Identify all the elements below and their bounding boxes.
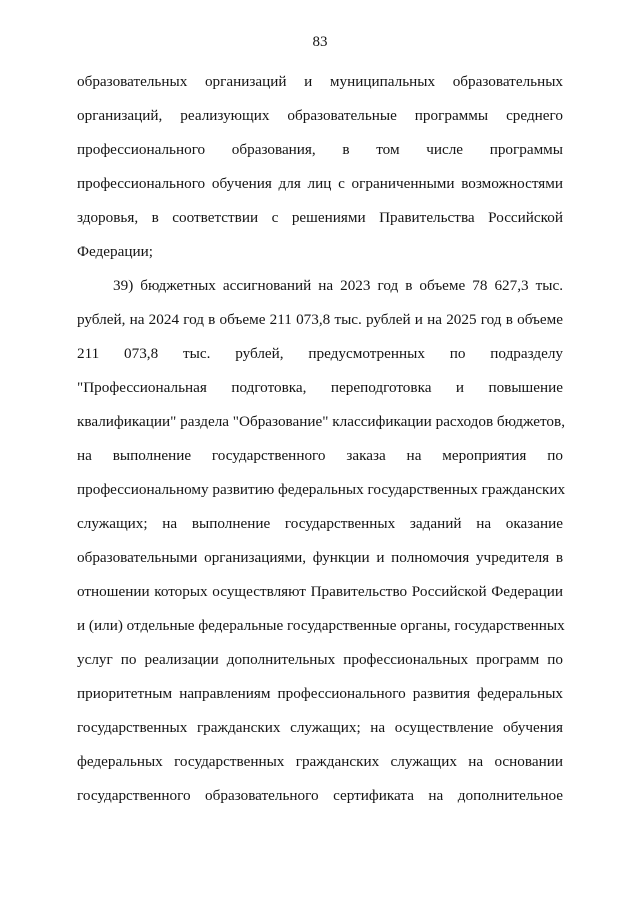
text-line: услуг по реализации дополнительных профессиональных программ по xyxy=(77,651,563,668)
text-line: профессионального обучения для лиц с ограниченными возможностями xyxy=(77,175,563,192)
text-line: федеральных государственных гражданских служащих на основании xyxy=(77,753,563,770)
text-line: приоритетным направлениям профессионального развития федеральных xyxy=(77,685,563,702)
text-line: 39) бюджетных ассигнований на 2023 год в объеме 78 627,3 тыс. xyxy=(113,277,563,294)
text-line: профессиональному развитию федеральных государственных гражданских xyxy=(77,481,566,498)
text-line: здоровья, в соответствии с решениями Правительства Российской xyxy=(77,209,563,226)
text-line: на выполнение государственного заказа на мероприятия по xyxy=(77,447,563,464)
text-line: профессионального образования, в том числе программы xyxy=(77,141,563,158)
page-number: 83 xyxy=(312,34,328,50)
text-line: квалификации" раздела "Образование" классификации расходов бюджетов, xyxy=(77,413,565,430)
text-line: образовательных организаций и муниципальных образовательных xyxy=(77,73,563,90)
paragraph-39 xyxy=(77,277,566,821)
text-line: служащих; на выполнение государственных заданий на оказание xyxy=(77,515,563,532)
text-line: отношении которых осуществляют Правительство Российской Федерации xyxy=(77,583,563,600)
text-line: и (или) отдельные федеральные государственные органы, государственных xyxy=(77,617,565,634)
text-line: "Профессиональная подготовка, переподготовка и повышение xyxy=(77,379,563,396)
paragraph-continuation xyxy=(77,73,563,277)
text-line: рублей, на 2024 год в объеме 211 073,8 тыс. рублей и на 2025 год в объеме xyxy=(77,311,563,328)
text-line: государственных гражданских служащих; на осуществление обучения xyxy=(77,719,563,736)
text-line: образовательными организациями, функции и полномочия учредителя в xyxy=(77,549,563,566)
text-line: 211 073,8 тыс. рублей, предусмотренных по подразделу xyxy=(77,345,563,362)
text-line: государственного образовательного сертификата на дополнительное xyxy=(77,787,563,804)
text-line: Федерации; xyxy=(77,243,153,260)
text-line: организаций, реализующих образовательные программы среднего xyxy=(77,107,563,124)
